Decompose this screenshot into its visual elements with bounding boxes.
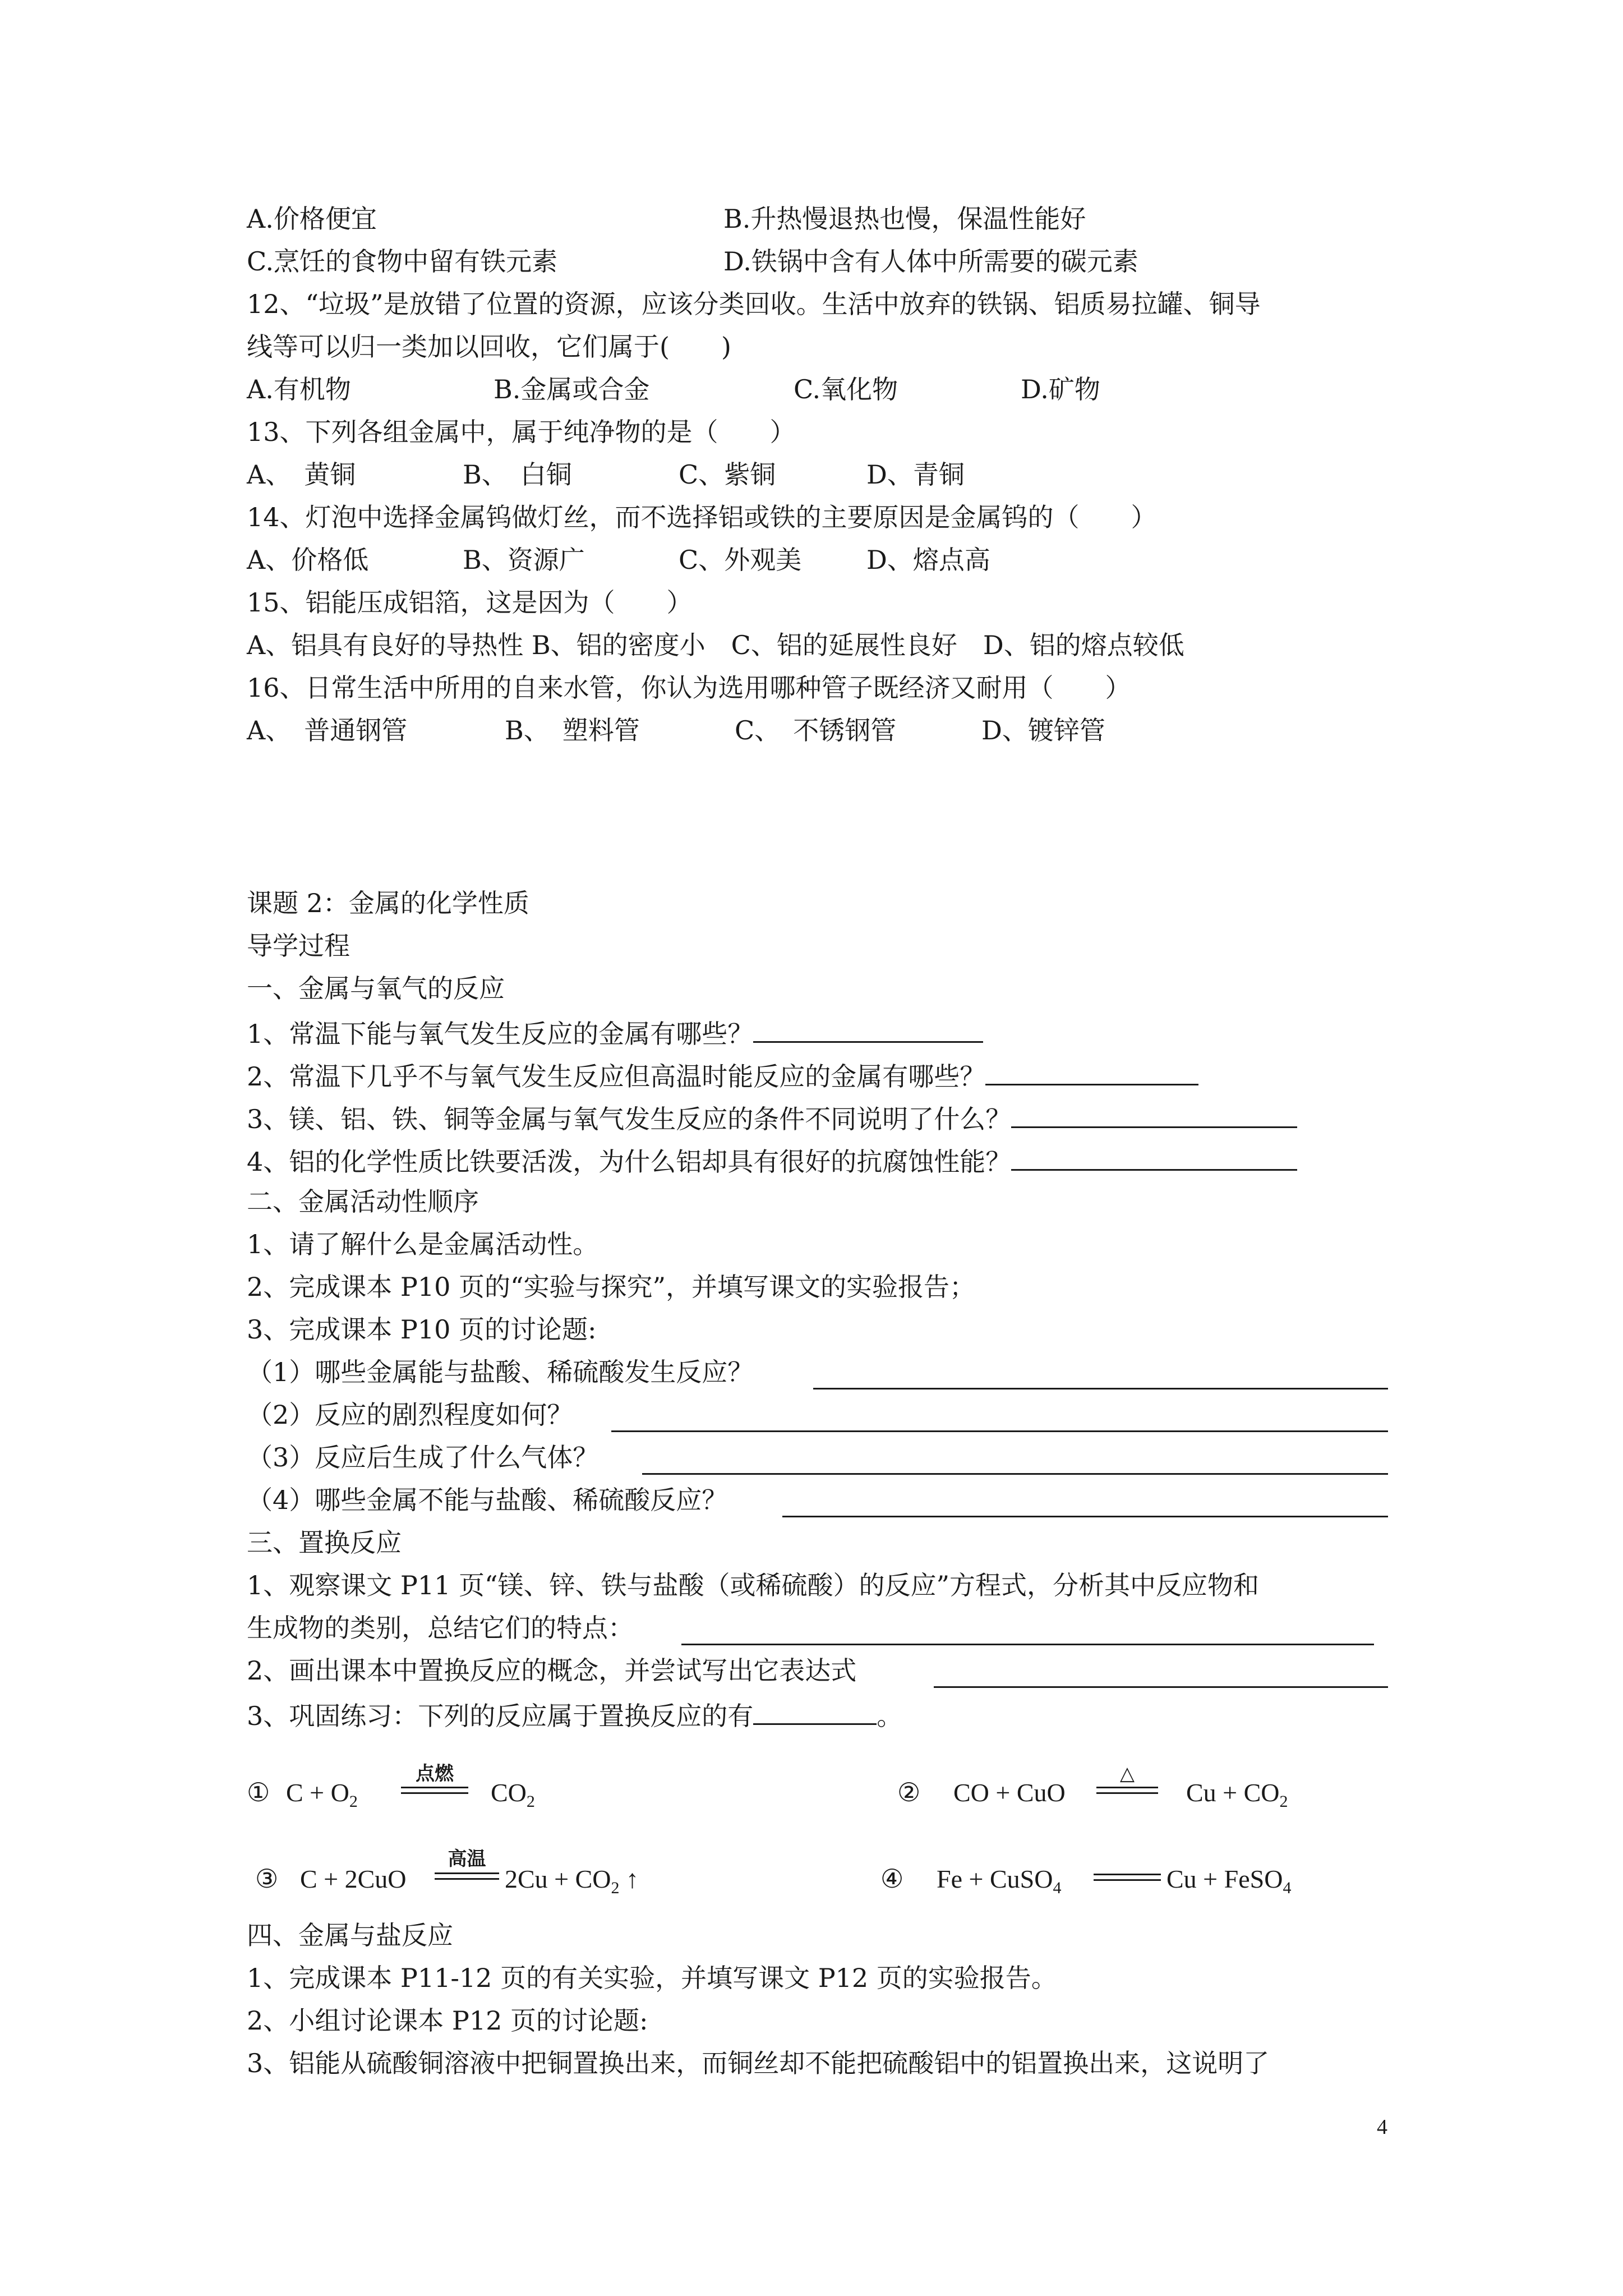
q11-option-a: A.价格便宜 (247, 204, 377, 234)
q11-option-d: D.铁锅中含有人体中所需要的碳元素 (723, 246, 1138, 277)
q12-option-c: C.氧化物 (794, 374, 898, 404)
s2-sub2-answer-blank[interactable] (611, 1430, 1388, 1432)
section-2-heading: 二、金属活动性顺序 (247, 1186, 479, 1217)
s3-question-1-line1: 1、观察课文 P11 页“镁、锌、铁与盐酸（或稀硫酸）的反应”方程式，分析其中反应物和 (247, 1570, 1260, 1600)
q13-stem: 13、下列各组金属中，属于纯净物的是（ ） (247, 417, 796, 447)
gas-arrow-icon: ↑ (626, 1865, 639, 1893)
s2-sub3-answer-blank[interactable] (642, 1473, 1388, 1475)
section-4-heading: 四、金属与盐反应 (247, 1920, 453, 1950)
q14-option-a: A、价格低 (247, 545, 369, 575)
s3-question-2: 2、画出课本中置换反应的概念，并尝试写出它表达式 (247, 1655, 857, 1686)
s1-q3-answer-blank[interactable] (1011, 1098, 1297, 1128)
s2-sub-question-3: （3）反应后生成了什么气体？ (247, 1442, 599, 1473)
q16-option-b: B、 塑料管 (505, 715, 640, 746)
equation-2-bar-top (1096, 1787, 1158, 1788)
equation-3-reactants: C + 2CuO (300, 1865, 407, 1893)
s2-sub4-answer-blank[interactable] (782, 1516, 1388, 1517)
q16-option-c: C、 不锈钢管 (735, 715, 897, 746)
q14-option-b: B、资源广 (463, 545, 585, 575)
equation-2-condition: △ (1119, 1763, 1135, 1785)
s2-question-2: 2、完成课本 P10 页的“实验与探究”，并填写课文的实验报告； (247, 1272, 976, 1302)
q12-stem-line1: 12、“垃圾”是放错了位置的资源，应该分类回收。生活中放弃的铁锅、铝质易拉罐、铜导 (247, 289, 1261, 319)
equation-2-reactants: CO + CuO (953, 1778, 1066, 1807)
page-number: 4 (1377, 2115, 1387, 2139)
equation-1-number: ① (247, 1778, 270, 1807)
s3-q2-answer-blank[interactable] (934, 1686, 1388, 1688)
equation-1-reactants: $C + O_2$ (286, 1778, 358, 1811)
s1-q2-text: 2、常温下几乎不与氧气发生反应但高温时能反应的金属有哪些？ (247, 1061, 986, 1092)
s2-sub-question-2: （2）反应的剧烈程度如何？ (247, 1400, 573, 1430)
s3-question-1-line2: 生成物的类别，总结它们的特点： (247, 1613, 634, 1643)
equation-2-number: ② (897, 1778, 921, 1807)
q11-option-c: C.烹饪的食物中留有铁元素 (247, 246, 558, 277)
equation-3-condition: 高温 (448, 1848, 486, 1870)
q16-option-a: A、 普通钢管 (247, 715, 408, 746)
s2-sub-question-1: （1）哪些金属能与盐酸、稀硫酸发生反应？ (247, 1357, 754, 1387)
s1-question-4 (247, 1141, 1297, 1180)
section-1-heading: 一、金属与氧气的反应 (247, 973, 505, 1004)
s1-question-2 (247, 1056, 1198, 1094)
s3-q3-period: 。 (877, 1701, 903, 1731)
s3-question-3 (247, 1695, 902, 1734)
s3-q1-answer-blank[interactable] (681, 1644, 1374, 1645)
equation-4-products: Cu + FeSO$_4$ (1166, 1865, 1292, 1898)
q12-option-a: A.有机物 (247, 374, 351, 404)
q15-stem: 15、铝能压成铝箔，这是因为（ ） (247, 587, 693, 618)
q14-option-c: C、外观美 (679, 545, 802, 575)
equation-2-bar-bottom (1096, 1792, 1158, 1794)
s1-question-3 (247, 1098, 1297, 1137)
s1-question-1 (247, 1013, 983, 1052)
equation-4-reactants: Fe + CuSO$_4$ (937, 1865, 1062, 1898)
q14-stem: 14、灯泡中选择金属钨做灯丝，而不选择铝或铁的主要原因是金属钨的（ ） (247, 502, 1157, 532)
s2-sub1-answer-blank[interactable] (813, 1388, 1388, 1389)
q16-option-d: D、镀锌管 (981, 715, 1105, 746)
equation-2-products: $Cu + CO_2$ (1186, 1778, 1288, 1811)
s1-q4-answer-blank[interactable] (1011, 1141, 1297, 1171)
equation-1-bar-bottom (401, 1792, 468, 1794)
q13-option-c: C、紫铜 (679, 459, 776, 490)
lesson-title: 课题 2：金属的化学性质 (247, 888, 529, 918)
s4-question-1: 1、完成课本 P11-12 页的有关实验，并填写课文 P12 页的实验报告。 (247, 1963, 1057, 1993)
q12-stem-line2: 线等可以归一类加以回收，它们属于( ) (247, 332, 731, 362)
s3-q3-answer-blank[interactable] (753, 1695, 877, 1725)
lesson-process-heading: 导学过程 (247, 931, 350, 961)
equation-4-number: ④ (880, 1865, 904, 1893)
equation-3-products: $2Cu + CO_2$ ↑ (505, 1865, 639, 1898)
q15-options: A、铝具有良好的导热性 B、铝的密度小 C、铝的延展性良好 D、铝的熔点较低 (247, 630, 1184, 660)
equation-3-bar-top (435, 1872, 499, 1874)
equation-4-bar-bottom (1094, 1879, 1161, 1881)
s3-q3-text: 3、巩固练习：下列的反应属于置换反应的有 (247, 1701, 754, 1731)
q13-option-d: D、青铜 (866, 459, 965, 490)
s4-question-2: 2、小组讨论课本 P12 页的讨论题: (247, 2005, 648, 2036)
q11-option-b: B.升热慢退热也慢，保温性能好 (723, 204, 1086, 234)
equation-3-bar-bottom (435, 1878, 499, 1880)
q13-option-b: B、 白铜 (463, 459, 572, 490)
s1-q2-answer-blank[interactable] (985, 1056, 1198, 1085)
s2-sub-question-4: （4）哪些金属不能与盐酸、稀硫酸反应？ (247, 1485, 728, 1515)
q12-option-b: B.金属或合金 (494, 374, 650, 404)
q16-stem: 16、日常生活中所用的自来水管，你认为选用哪种管子既经济又耐用（ ） (247, 673, 1131, 703)
s1-q1-text: 1、常温下能与氧气发生反应的金属有哪些？ (247, 1019, 754, 1049)
s1-q4-text: 4、铝的化学性质比铁要活泼，为什么铝却具有很好的抗腐蚀性能？ (247, 1147, 1012, 1177)
equation-3-number: ③ (255, 1865, 279, 1893)
section-3-heading: 三、置换反应 (247, 1527, 402, 1558)
s2-question-1: 1、请了解什么是金属活动性。 (247, 1229, 599, 1259)
equation-1-bar-top (401, 1787, 468, 1788)
s4-question-3: 3、铝能从硫酸铜溶液中把铜置换出来，而铜丝却不能把硫酸铝中的铝置换出来，这说明了 (247, 2048, 1270, 2078)
equation-4-bar-top (1094, 1874, 1161, 1875)
q13-option-a: A、 黄铜 (247, 459, 356, 490)
equation-1-condition: 点燃 (416, 1763, 454, 1785)
s1-q3-text: 3、镁、铝、铁、铜等金属与氧气发生反应的条件不同说明了什么？ (247, 1104, 1012, 1134)
equation-1-products: $CO_2$ (491, 1778, 535, 1811)
q14-option-d: D、熔点高 (866, 545, 990, 575)
s2-question-3: 3、完成课本 P10 页的讨论题: (247, 1314, 597, 1345)
s1-q1-answer-blank[interactable] (753, 1013, 983, 1043)
q12-option-d: D.矿物 (1021, 374, 1100, 404)
